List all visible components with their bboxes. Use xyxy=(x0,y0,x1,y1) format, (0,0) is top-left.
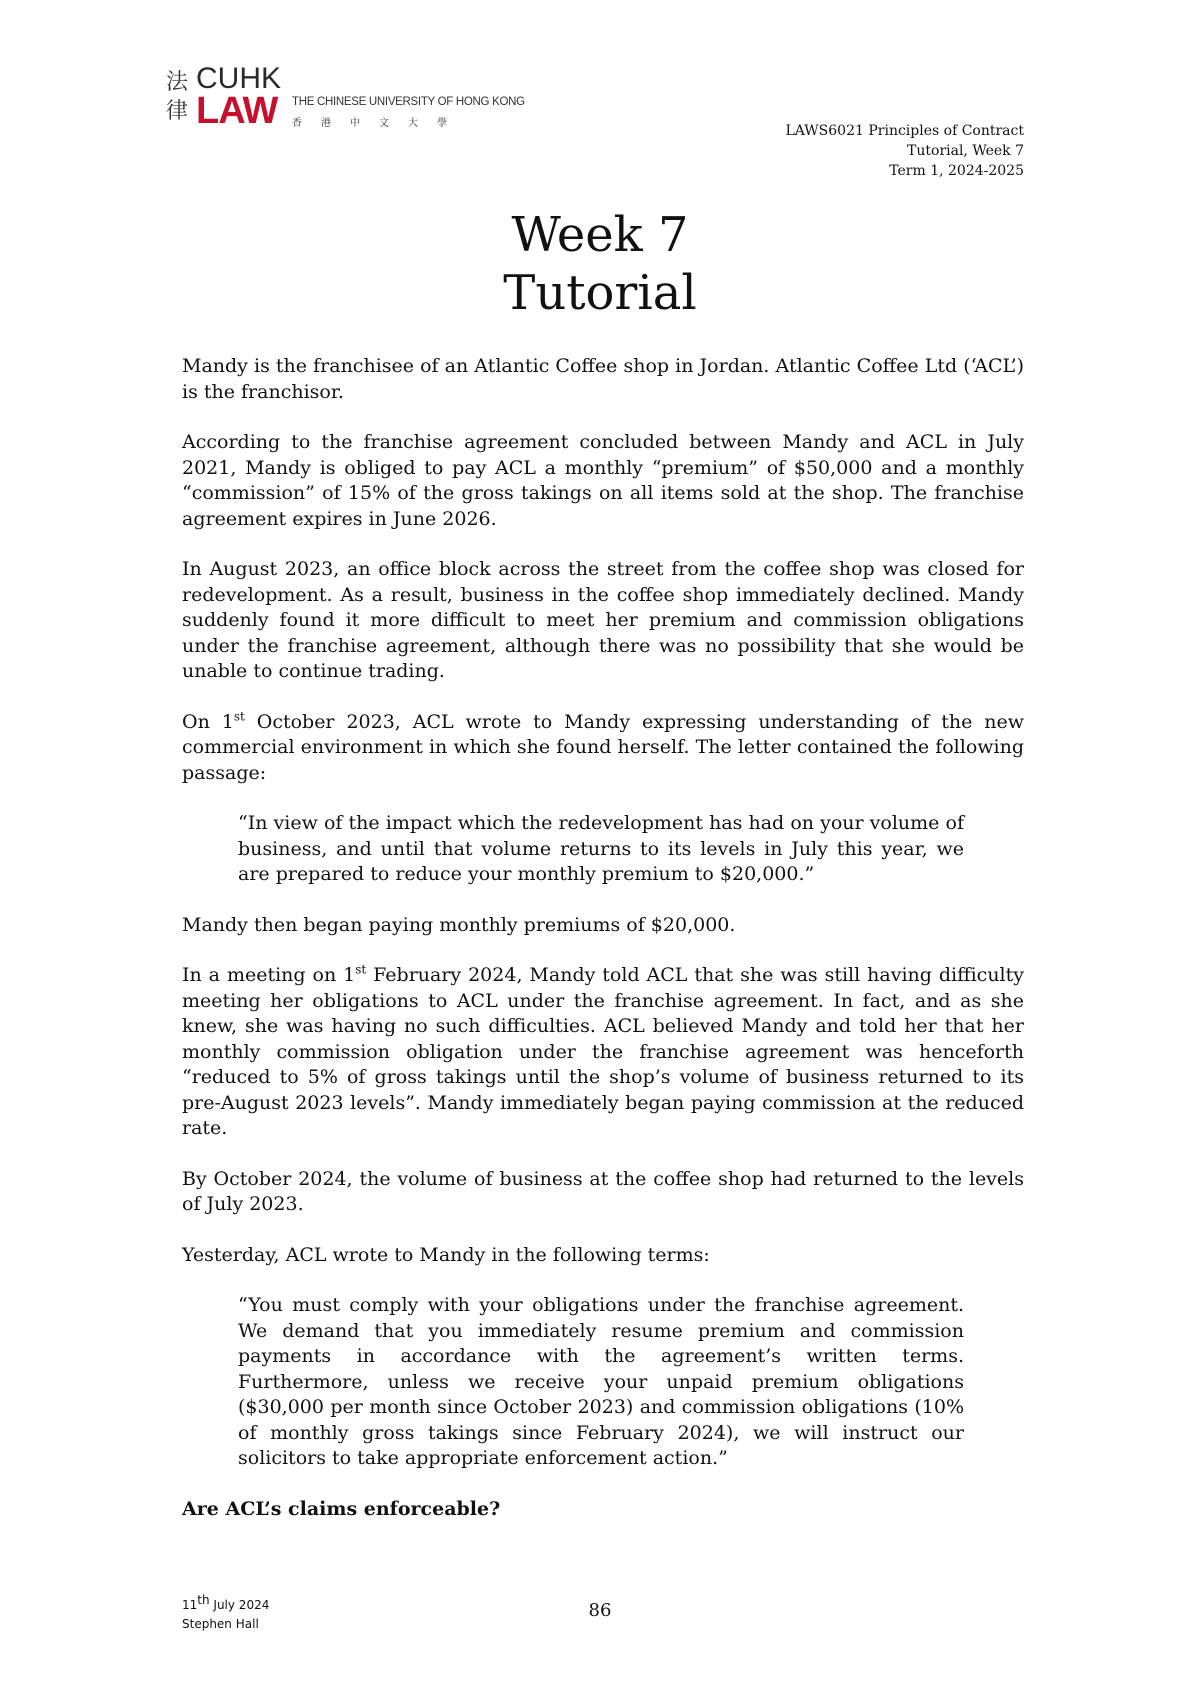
logo-university-name: THE CHINESE UNIVERSITY OF HONG KONG xyxy=(292,96,525,108)
paragraph-7: By October 2024, the volume of business at the coffee shop had returned to the levels of July 2023. xyxy=(182,1167,1024,1215)
course-header xyxy=(785,121,1024,181)
footer-date-day: 11 xyxy=(182,1598,198,1612)
paragraph-5: Mandy then began paying monthly premiums of $20,000. xyxy=(182,913,736,936)
paragraph-8: Yesterday, ACL wrote to Mandy in the following terms: xyxy=(182,1243,710,1266)
tutorial-label: Tutorial, Week 7 xyxy=(907,143,1024,159)
quote-letter-2: “You must comply with your obligations under the franchise agreement. We demand that you immediately resume premium and commission payments in accordance with the agreement’s written terms. Furthermore, unless we receive your unpaid premium obligations ($30,000 per month since October 2023) and commission obligations (10% of monthly gross takings since February 2024), we will instruct our solicitors to take appropriate enforcement action.” xyxy=(238,1294,964,1469)
course-code: LAWS6021 Principles of Contract xyxy=(785,123,1024,139)
footer-date-rest: July 2024 xyxy=(209,1598,270,1612)
paragraph-4-start: On 1 xyxy=(182,710,234,733)
ordinal-suffix: th xyxy=(197,1593,210,1607)
tutorial-body xyxy=(182,354,1024,1547)
logo-cuhk-text: CUHK xyxy=(196,62,282,95)
paragraph-6 xyxy=(182,963,1024,1142)
paragraph-1: Mandy is the franchisee of an Atlantic Coffee shop in Jordan. Atlantic Coffee Ltd (‘ACL’) is the franchisor. xyxy=(182,355,1024,403)
paragraph-4 xyxy=(182,710,1024,787)
term-label: Term 1, 2024-2025 xyxy=(889,163,1024,179)
quote-letter-1: “In view of the impact which the redevelopment has had on your volume of business, and until that volume returns to its levels in July this year, we are prepared to reduce your monthly premium to $20,000.” xyxy=(238,812,964,885)
logo-chinese-glyphs: 法律 xyxy=(166,70,189,124)
ordinal-suffix: st xyxy=(233,709,245,724)
ordinal-suffix: st xyxy=(355,962,367,977)
page-title xyxy=(0,206,1200,322)
paragraph-2: According to the franchise agreement concluded between Mandy and ACL in July 2021, Mandy is obliged to pay ACL a monthly “premium” of $50,000 and a monthly “commission” of 15% of the gross takings on all items sold at the shop. The franchise agreement expires in June 2026. xyxy=(182,431,1024,530)
tutorial-question: Are ACL’s claims enforceable? xyxy=(182,1497,501,1520)
paragraph-3: In August 2023, an office block across the street from the coffee shop was closed for redevelopment. As a result, business in the coffee shop immediately declined. Mandy suddenly found it more difficult to meet her premium and commission obligations under the franchise agreement, although there was no possibility that she would be unable to continue trading. xyxy=(182,558,1024,682)
title-week: Week 7 xyxy=(511,207,689,263)
paragraph-6-rest: February 2024, Mandy told ACL that she was still having difficulty meeting her obligations to ACL under the franchise agreement. In fact, and as she knew, she was having no such difficulties. ACL believed Mandy and told her that her monthly commission obligation under the franchise agreement was henceforth “reduced to 5% of gross takings until the shop’s volume of business returned to its pre-August 2023 levels”. Mandy immediately began paying commission at the reduced rate. xyxy=(182,964,1024,1139)
page-number: 86 xyxy=(588,1600,612,1621)
logo-university-name-zh: 香港中文大學 xyxy=(292,118,466,129)
paragraph-6-start: In a meeting on 1 xyxy=(182,964,356,986)
paragraph-4-rest: October 2023, ACL wrote to Mandy expressing understanding of the new commercial environment in which she found herself. The letter contained the following passage: xyxy=(182,710,1024,784)
logo-law-text: LAW xyxy=(196,90,278,132)
footer-author: Stephen Hall xyxy=(182,1617,259,1631)
title-tutorial: Tutorial xyxy=(503,265,697,321)
